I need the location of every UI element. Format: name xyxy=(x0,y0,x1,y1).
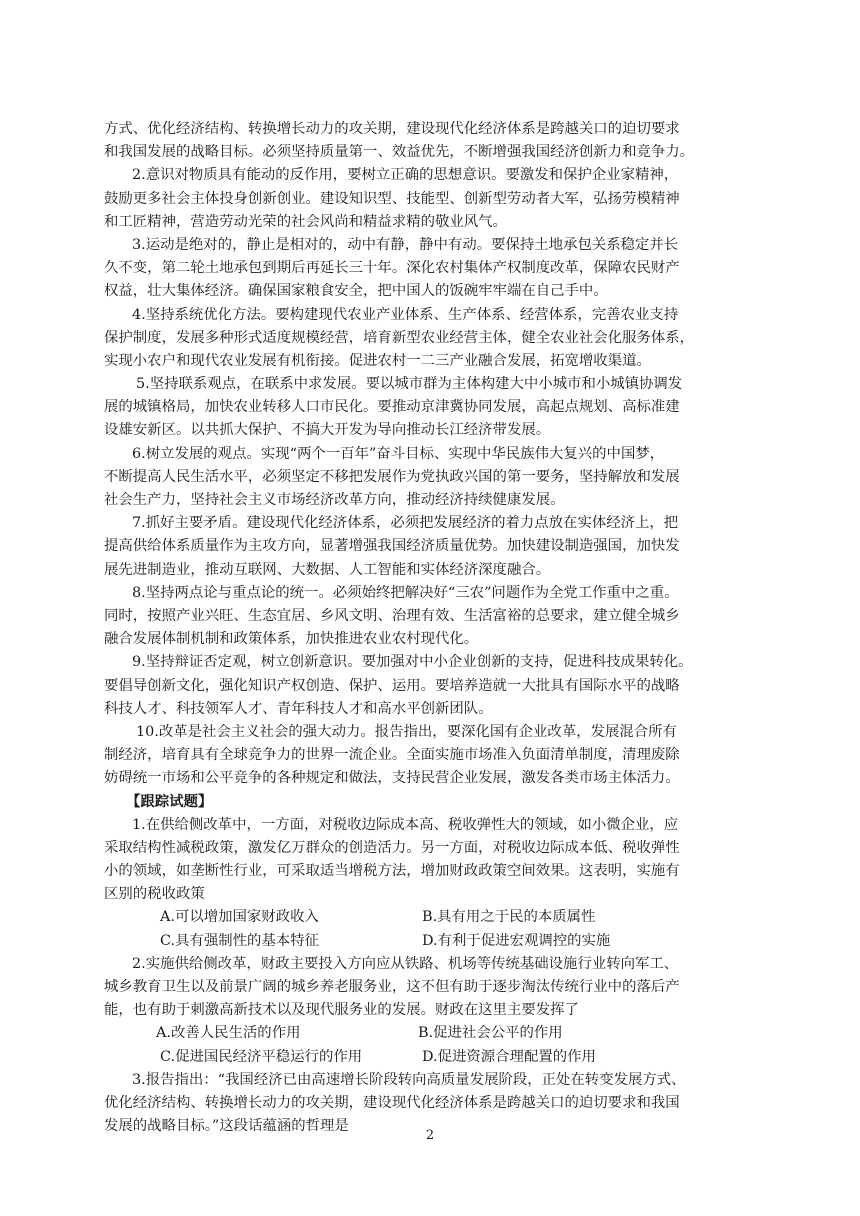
text-line: 展先进制造业，推动互联网、大数据、人工智能和实体经济深度融合。 xyxy=(104,561,551,578)
page-number: 2 xyxy=(425,1128,435,1143)
text-line: 5.坚持联系观点，在联系中求发展。要以城市群为主体构建大中小城市和小城镇协调发 xyxy=(136,376,683,393)
text-line: 7.抓好主要矛盾。建设现代化经济体系，必须把发展经济的着力点放在实体经济上，把 xyxy=(132,515,679,532)
text-line: 设雄安新区。以共抓大保护、不搞大开发为导向推动长江经济带发展。 xyxy=(104,422,551,439)
document-body xyxy=(104,118,756,1138)
text-line: 提高供给体系质量作为主攻方向，显著增强我国经济质量优势。加快建设制造强国，加快发 xyxy=(104,538,680,555)
section-heading: 【跟踪试题】 xyxy=(126,793,213,811)
option-row xyxy=(104,930,756,953)
text-line: 权益，壮大集体经济。确保国家粮食安全，把中国人的饭碗牢牢端在自己手中。 xyxy=(104,283,608,300)
text-line: 6.树立发展的观点。实现“两个一百年”奋斗目标、实现中华民族伟大复兴的中国梦， xyxy=(132,445,665,462)
text-line: 实现小农户和现代农业发展有机衔接。促进农村一二三产业融合发展，拓宽增收渠道。 xyxy=(104,352,651,369)
option-c: C.促进国民经济平稳运行的作用 xyxy=(160,1048,363,1065)
option-d: D.促进资源合理配置的作用 xyxy=(422,1048,596,1065)
option-b: B.促进社会公平的作用 xyxy=(418,1025,563,1042)
option-a: A.可以增加国家财政收入 xyxy=(160,909,319,926)
text-line: 制经济，培育具有全球竞争力的世界一流企业。全面实施市场准入负面清单制度，清理废除 xyxy=(104,747,680,764)
question-line: 1.在供给侧改革中，一方面，对税收边际成本高、税收弹性大的领域，如小微企业，应 xyxy=(132,816,679,833)
text-line: 3.运动是绝对的，静止是相对的，动中有静，静中有动。要保持土地承包关系稳定并长 xyxy=(132,236,679,253)
option-c: C.具有强制性的基本特征 xyxy=(160,932,319,949)
question-line: 城乡教育卫生以及前景广阔的城乡养老服务业，这不但有助于逐步淘汰传统行业中的落后产 xyxy=(104,978,680,995)
text-line: 8.坚持两点论与重点论的统一。必须始终把解决好“三农”问题作为全党工作重中之重。 xyxy=(132,584,679,601)
option-b: B.具有用之于民的本质属性 xyxy=(422,909,596,926)
text-line: 2.意识对物质具有能动的反作用，要树立正确的思想意识。要激发和保护企业家精神， xyxy=(132,167,679,184)
text-line: 保护制度，发展多种形式适度规模经营，培育新型农业经营主体，健全农业社会化服务体系， xyxy=(104,329,695,346)
question-line: 区别的税收政策 xyxy=(104,886,205,903)
text-line: 鼓励更多社会主体投身创新创业。建设知识型、技能型、创新型劳动者大军，弘扬劳模精神 xyxy=(104,190,680,207)
option-row xyxy=(104,1046,756,1069)
question-line: 优化经济结构、转换增长动力的攻关期，建设现代化经济体系是跨越关口的迫切要求和我国 xyxy=(104,1094,680,1111)
question-line: 小的领域，如垄断性行业，可采取适当增税方法，增加财政政策空间效果。这表明，实施有 xyxy=(104,863,680,879)
text-line: 方式、优化经济结构、转换增长动力的攻关期，建设现代化经济体系是跨越关口的迫切要求 xyxy=(104,121,680,137)
question-line: 2.实施供给侧改革，财政主要投入方向应从铁路、机场等传统基础设施行业转向军工、 xyxy=(132,955,679,972)
text-line: 科技人才、科技领军人才、青年科技人才和高水平创新团队。 xyxy=(104,700,493,717)
question-line: 发展的战略目标。”这段话蕴涵的哲理是 xyxy=(104,1118,349,1135)
question-line: 采取结构性减税政策，激发亿万群众的创造活力。另一方面，对税收边际成本低、税收弹性 xyxy=(104,839,680,856)
text-line: 展的城镇格局，加快农业转移人口市民化。要推动京津冀协同发展，高起点规划、高标准建 xyxy=(104,399,680,416)
question-line: 能，也有助于刺激高新技术以及现代服务业的发展。财政在这里主要发挥了 xyxy=(104,1002,579,1019)
text-line: 4.坚持系统优化方法。要构建现代农业产业体系、生产体系、经营体系，完善农业支持 xyxy=(132,306,679,323)
text-line: 9.坚持辩证否定观，树立创新意识。要加强对中小企业创新的支持，促进科技成果转化。 xyxy=(132,654,693,671)
text-line: 同时，按照产业兴旺、生态宜居、乡风文明、治理有效、生活富裕的总要求，建立健全城乡 xyxy=(104,607,680,624)
text-line: 久不变，第二轮土地承包到期后再延长三十年。深化农村集体产权制度改革，保障农民财产 xyxy=(104,260,680,277)
option-a: A.改善人民生活的作用 xyxy=(156,1025,301,1042)
text-line: 10.改革是社会主义社会的强大动力。报告指出，要深化国有企业改革，发展混合所有 xyxy=(136,723,677,740)
option-row xyxy=(104,906,756,929)
text-line: 要倡导创新文化，强化知识产权创造、保护、运用。要培养造就一大批具有国际水平的战略 xyxy=(104,677,680,694)
text-line: 融合发展体制机制和政策体系，加快推进农业农村现代化。 xyxy=(104,631,479,648)
text-line: 和我国发展的战略目标。必须坚持质量第一、效益优先，不断增强我国经济创新力和竞争力。 xyxy=(104,144,695,161)
text-line: 不断提高人民生活水平，必须坚定不移把发展作为党执政兴国的第一要务，坚持解放和发展 xyxy=(104,468,680,485)
text-line: 妨碍统一市场和公平竞争的各种规定和做法，支持民营企业发展，激发各类市场主体活力。 xyxy=(104,770,680,787)
question-line: 3.报告指出：“我国经济已由高速增长阶段转向高质量发展阶段，正处在转变发展方式、 xyxy=(132,1071,686,1088)
option-d: D.有利于促进宏观调控的实施 xyxy=(422,932,611,949)
text-line: 和工匠精神，营造劳动光荣的社会风尚和精益求精的敬业风气。 xyxy=(104,213,507,230)
text-line: 社会生产力，坚持社会主义市场经济改革方向，推动经济持续健康发展。 xyxy=(104,492,565,508)
option-row xyxy=(104,1022,756,1045)
